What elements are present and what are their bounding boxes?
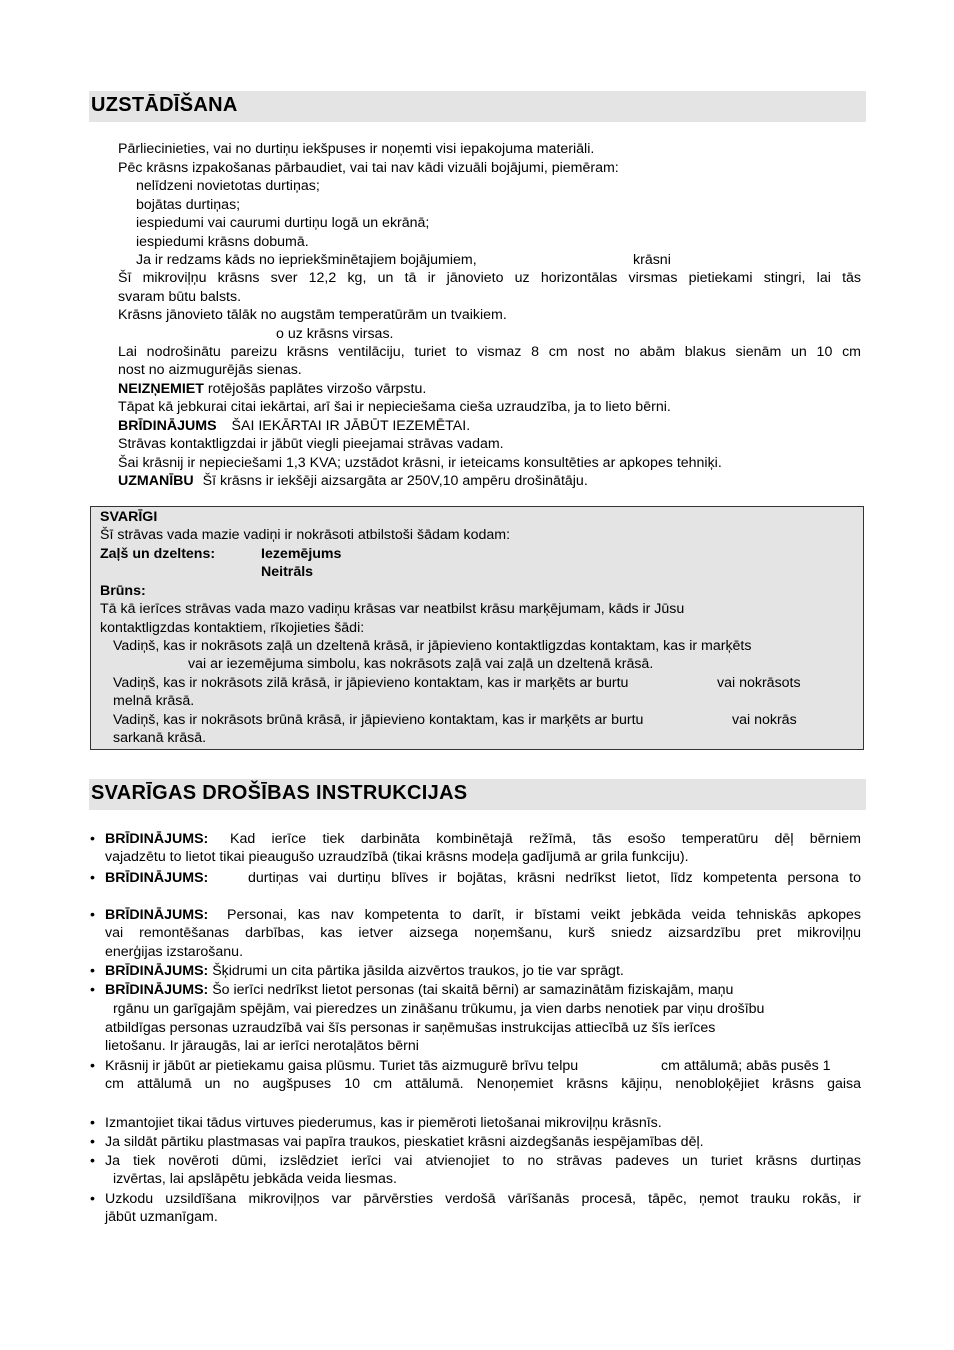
paragraph: cm attālumā un no augšpuses 10 cm attālumā. Nenoņemiet krāsns kājiņu, nenobloķējiet krāsns gaisa <box>105 1076 861 1092</box>
paragraph: Strāvas kontaktligzdai ir jābūt viegli pieejamai strāvas vadam. <box>118 436 504 452</box>
paragraph: Uzkodu uzsildīšana mikroviļņos var pārvērsties verdošā vārīšanās procesā, tāpēc, ņemot trauku rokās, ir <box>105 1191 861 1207</box>
bullet-icon: • <box>90 831 95 847</box>
box-key: Zaļš un dzeltens: <box>100 546 216 562</box>
bullet-icon: • <box>90 907 95 923</box>
list-item: iespiedumi vai caurumi durtiņu logā un ekrānā; <box>136 215 430 231</box>
paragraph: o uz krāsns virsas. <box>276 326 394 342</box>
paragraph: NEIZŅEMIET rotējošās paplātes virzošo vārpstu. <box>118 381 427 397</box>
paragraph: krāsni <box>633 252 671 268</box>
bullet-icon: • <box>90 1153 95 1169</box>
paragraph: vajadzētu to lietot tikai pieaugušo uzraudzībā (tikai krāsns modeļa gadījumā ar grila funkciju). <box>105 849 689 865</box>
bold-label: BRĪDINĀJUMS <box>118 418 217 434</box>
paragraph: Pārliecinieties, vai no durtiņu iekšpuses ir noņemti visi iepakojuma materiāli. <box>118 141 595 157</box>
paragraph: rgānu un garīgajām spējām, vai pieredzes un zināšanu trūkumu, ja vien darbs nenotiek par viņu drošību <box>113 1001 765 1017</box>
paragraph: Krāsnij ir jābūt ar pietiekamu gaisa plūsmu. Turiet tās aizmugurē brīvu telpu <box>105 1058 579 1074</box>
paragraph: Šī mikroviļņu krāsns sver 12,2 kg, un tā ir jānovieto uz horizontālas virsmas pietiekami stingri, lai tās <box>118 270 861 286</box>
box-line: Vadiņš, kas ir nokrāsots zaļā un dzeltenā krāsā, ir jāpievieno kontaktligzdas kontaktam, kas ir marķēts <box>113 638 752 654</box>
paragraph: UZMANĪBU Šī krāsns ir iekšēji aizsargāta ar 250V,10 ampēru drošinātāju. <box>118 473 588 489</box>
box-title: SVARĪGI <box>100 509 158 525</box>
bold-label: BRĪDINĀJUMS: <box>105 870 209 886</box>
paragraph: vai remontēšanas darbības, kas ietver aizsega noņemšanu, kurš sniedz aizsardzību pret mikroviļņu <box>105 925 861 941</box>
bullet-icon: • <box>90 1191 95 1207</box>
paragraph: enerģijas izstarošanu. <box>105 944 244 960</box>
paragraph: Šai krāsnij ir nepieciešami 1,3 KVA; uzstādot krāsni, ir ieteicams konsultēties ar apkopes tehniķi. <box>118 455 722 471</box>
paragraph: jābūt uzmanīgam. <box>105 1209 218 1225</box>
paragraph: Ja sildāt pārtiku plastmasas vai papīra traukos, pieskatiet krāsni aizdegšanās iespējamības dēļ. <box>105 1134 704 1150</box>
paragraph: Personai, kas nav kompetenta to darīt, ir bīstami veikt jebkāda veida tehniskās apkopes <box>227 907 861 923</box>
box-key: Brūns: <box>100 583 146 599</box>
paragraph: Ja ir redzams kāds no iepriekšminētajiem bojājumiem, <box>136 252 477 268</box>
box-line: Tā kā ierīces strāvas vada mazo vadiņu krāsas var neatbilst krāsu marķējumam, kāds ir Jūsu <box>100 601 685 617</box>
box-line: vai nokrāsots <box>717 675 801 691</box>
bold-label: NEIZŅEMIET <box>118 381 204 397</box>
bullet-icon: • <box>90 1058 95 1074</box>
box-line: Vadiņš, kas ir nokrāsots zilā krāsā, ir jāpievieno kontaktam, kas ir marķēts ar burtu <box>113 675 629 691</box>
box-line: Vadiņš, kas ir nokrāsots brūnā krāsā, ir jāpievieno kontaktam, kas ir marķēts ar burtu <box>113 712 644 728</box>
paragraph: Krāsns jānovieto tālāk no augstām temperatūrām un tvaikiem. <box>118 307 507 323</box>
section-header-installation <box>89 91 866 122</box>
box-line: kontaktligzdas kontaktiem, rīkojieties šādi: <box>100 620 365 636</box>
section-header-safety <box>89 779 866 810</box>
bold-label: UZMANĪBU <box>118 473 194 489</box>
paragraph: Lai nodrošinātu pareizu krāsns ventilāciju, turiet to vismaz 8 cm nost no abām blakus sienām un 10 cm <box>118 344 861 360</box>
paragraph: Kad ierīce tiek darbināta kombinētajā režīmā, tās esošo temperatūru dēļ bērniem <box>230 831 861 847</box>
box-value: Neitrāls <box>261 564 314 580</box>
list-item: iespiedumi krāsns dobumā. <box>136 234 309 250</box>
paragraph: izvērtas, lai apslāpētu jebkāda veida liesmas. <box>113 1171 397 1187</box>
paragraph: atbildīgas personas uzraudzībā vai šīs personas ir saņēmušas instrukcijas attiecībā uz šīs ierīces <box>105 1020 716 1036</box>
bullet-icon: • <box>90 963 95 979</box>
bullet-icon: • <box>90 1134 95 1150</box>
paragraph: durtiņas vai durtiņu blīves ir bojātas, krāsni nedrīkst lietot, līdz kompetenta persona to <box>248 870 861 886</box>
bold-label: BRĪDINĀJUMS: <box>105 907 209 923</box>
paragraph: lietošanu. Ir jāraugās, lai ar ierīci nerotaļātos bērni <box>105 1038 419 1054</box>
box-line: vai ar iezemējuma simbolu, kas nokrāsots zaļā vai zaļā un dzeltenā krāsā. <box>188 656 654 672</box>
box-line: Šī strāvas vada mazie vadiņi ir nokrāsoti atbilstoši šādam kodam: <box>100 527 511 543</box>
box-line: sarkanā krāsā. <box>113 730 207 746</box>
paragraph: Izmantojiet tikai tādus virtuves piederumus, kas ir piemēroti lietošanai mikroviļņu krāsnīs. <box>105 1115 662 1131</box>
paragraph: BRĪDINĀJUMS: Šo ierīci nedrīkst lietot personas (tai skaitā bērni) ar samazinātām fiziskajām, maņu <box>105 982 734 998</box>
list-item: bojātas durtiņas; <box>136 197 241 213</box>
section-title: UZSTĀDĪŠANA <box>91 94 238 116</box>
bold-label: BRĪDINĀJUMS: <box>105 831 209 847</box>
paragraph: BRĪDINĀJUMS: Šķidrumi un cita pārtika jāsilda aizvērtos traukos, jo tie var sprāgt. <box>105 963 624 979</box>
paragraph: Pēc krāsns izpakošanas pārbaudiet, vai tai nav kādi vizuāli bojājumi, piemēram: <box>118 160 619 176</box>
paragraph: Tāpat kā jebkurai citai iekārtai, arī šai ir nepieciešama cieša uzraudzība, ja to lieto bērni. <box>118 399 671 415</box>
paragraph: svaram būtu balsts. <box>118 289 242 305</box>
section-title: SVARĪGAS DROŠĪBAS INSTRUKCIJAS <box>91 782 468 804</box>
bullet-icon: • <box>90 870 95 886</box>
box-line: vai nokrās <box>732 712 797 728</box>
list-item: nelīdzeni novietotas durtiņas; <box>136 178 320 194</box>
paragraph: Ja tiek novēroti dūmi, izslēdziet ierīci vai atvienojiet to no strāvas padeves un turiet krāsns durtiņas <box>105 1153 861 1169</box>
bullet-icon: • <box>90 982 95 998</box>
box-value: Iezemējums <box>261 546 342 562</box>
paragraph: nost no aizmugurējās sienas. <box>118 362 302 378</box>
paragraph: BRĪDINĀJUMS ŠAI IEKĀRTAI IR JĀBŪT IEZEMĒTAI. <box>118 418 471 434</box>
box-line: melnā krāsā. <box>113 693 195 709</box>
bullet-icon: • <box>90 1115 95 1131</box>
paragraph: cm attālumā; abās pusēs 1 <box>661 1058 831 1074</box>
